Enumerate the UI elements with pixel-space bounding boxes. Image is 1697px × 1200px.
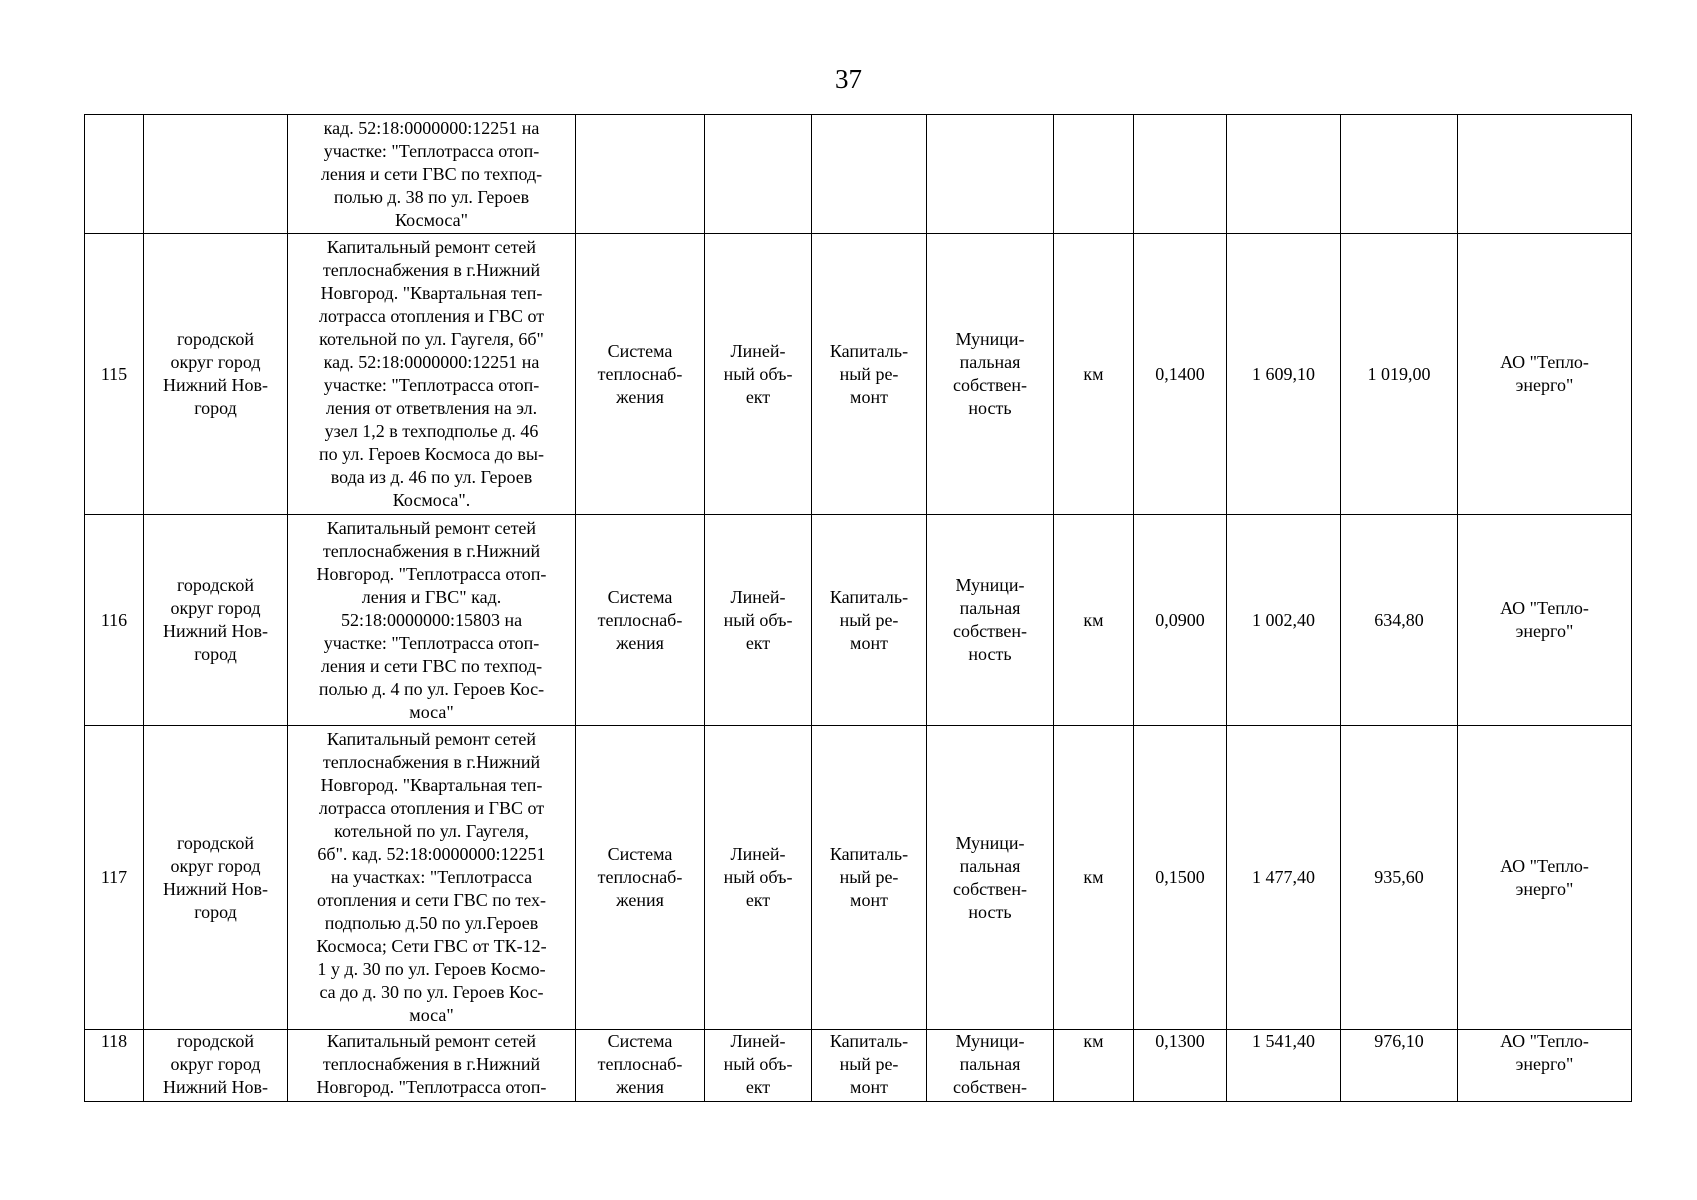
cost-total-cell xyxy=(1227,234,1341,515)
cost-total-text: 1 541,40 xyxy=(1252,1031,1315,1051)
territory-text: городской округ город Нижний Нов- город xyxy=(163,832,268,922)
unit-text: км xyxy=(1083,363,1104,384)
ownership-cell xyxy=(927,1030,1054,1102)
work-type-cell xyxy=(812,234,927,515)
ownership-text: Муници- пальная собствен- ность xyxy=(952,832,1027,922)
cost-part-cell xyxy=(1341,234,1458,515)
cost-total-text: 1 609,10 xyxy=(1252,363,1315,384)
cost-part-text: 935,60 xyxy=(1374,867,1424,887)
territory-text: городской округ город Нижний Нов- город xyxy=(163,329,268,418)
row-number-cell xyxy=(85,1030,144,1102)
unit-cell xyxy=(1054,234,1134,515)
cost-total-text: 1 002,40 xyxy=(1252,609,1315,630)
unit-text: км xyxy=(1083,1031,1104,1051)
work-type-text: Капиталь- ный ре- монт xyxy=(829,340,909,407)
cost-part-text: 1 019,00 xyxy=(1367,363,1431,384)
unit-cell xyxy=(1054,515,1134,726)
description-cell xyxy=(288,515,576,726)
unit-cell xyxy=(1054,1030,1134,1102)
table-row xyxy=(85,234,1632,515)
system-cell xyxy=(576,234,705,515)
object-type-cell xyxy=(705,1030,812,1102)
cost-part-cell xyxy=(1341,726,1458,1030)
operator-cell xyxy=(1458,234,1632,515)
territory-cell xyxy=(144,115,288,234)
table-row xyxy=(85,726,1632,1030)
table-row xyxy=(85,1030,1632,1102)
system-text: Система теплоснаб- жения xyxy=(597,340,683,407)
length-text: 0,1400 xyxy=(1155,363,1205,384)
table-body xyxy=(85,115,1632,1102)
work-type-text: Капиталь- ный ре- монт xyxy=(829,586,909,653)
operator-cell xyxy=(1458,515,1632,726)
length-cell xyxy=(1134,515,1227,726)
operator-cell xyxy=(1458,115,1632,234)
operator-text: АО "Тепло- энерго" xyxy=(1500,352,1589,395)
length-text: 0,1300 xyxy=(1155,1031,1205,1051)
object-type-text: Линей- ный объ- ект xyxy=(723,1031,793,1097)
object-type-cell xyxy=(705,515,812,726)
operator-text: АО "Тепло- энерго" xyxy=(1500,1031,1589,1074)
work-type-text: Капиталь- ный ре- монт xyxy=(829,844,909,910)
object-type-text: Линей- ный объ- ект xyxy=(723,340,793,407)
ownership-text: Муници- пальная собствен- ность xyxy=(952,575,1027,664)
work-type-cell xyxy=(812,115,927,234)
length-text: 0,1500 xyxy=(1155,867,1205,887)
unit-text: км xyxy=(1083,609,1104,630)
length-cell xyxy=(1134,234,1227,515)
row-number-cell xyxy=(85,115,144,234)
register-table xyxy=(84,114,1632,1102)
ownership-cell xyxy=(927,726,1054,1030)
description-cell xyxy=(288,1030,576,1102)
work-type-cell xyxy=(812,515,927,726)
territory-text: городской округ город Нижний Нов- xyxy=(163,1031,268,1097)
description-cell xyxy=(288,115,576,234)
cost-total-cell xyxy=(1227,1030,1341,1102)
description-text: Капитальный ремонт сетей теплоснабжения в г.Нижний Новгород. "Теплотрасса отоп- ления и ГВС" кад. 52:18:0000000:15803 на участке: "Теплотрасса отоп- ления и сети ГВС по техпод- полью д. 4 по ул. Героев Кос- моса" xyxy=(316,517,547,722)
row-number-text: 118 xyxy=(100,1031,128,1051)
object-type-text: Линей- ный объ- ект xyxy=(723,586,793,653)
system-text: Система теплоснаб- жения xyxy=(597,844,683,910)
length-text: 0,0900 xyxy=(1155,609,1205,630)
operator-text: АО "Тепло- энерго" xyxy=(1500,598,1589,641)
ownership-cell xyxy=(927,115,1054,234)
length-cell xyxy=(1134,1030,1227,1102)
cost-part-cell xyxy=(1341,115,1458,234)
operator-cell xyxy=(1458,1030,1632,1102)
table-row xyxy=(85,515,1632,726)
cost-part-cell xyxy=(1341,1030,1458,1102)
operator-cell xyxy=(1458,726,1632,1030)
description-cell xyxy=(288,726,576,1030)
ownership-cell xyxy=(927,515,1054,726)
territory-cell xyxy=(144,515,288,726)
cost-total-cell xyxy=(1227,515,1341,726)
work-type-text: Капиталь- ный ре- монт xyxy=(829,1031,909,1097)
territory-cell xyxy=(144,234,288,515)
description-cell xyxy=(288,234,576,515)
row-number-cell xyxy=(85,234,144,515)
row-number-text: 116 xyxy=(100,609,128,630)
territory-cell xyxy=(144,1030,288,1102)
description-text: Капитальный ремонт сетей теплоснабжения в г.Нижний Новгород. "Квартальная теп- лотрасса отопления и ГВС от котельной по ул. Гаугеля, 6б" кад. 52:18:0000000:12251 на участке: "Теплотрасса отоп- ления от ответвления на эл. узел 1,2 в техподполье д. 46 по ул. Героев Космоса до вы- вода из д. 46 по ул. Героев Космоса". xyxy=(318,237,545,510)
length-cell xyxy=(1134,726,1227,1030)
description-text: Капитальный ремонт сетей теплоснабжения в г.Нижний Новгород. "Теплотрасса отоп- xyxy=(316,1031,547,1097)
row-number-cell xyxy=(85,726,144,1030)
row-number-cell xyxy=(85,515,144,726)
table-row xyxy=(85,115,1632,234)
object-type-cell xyxy=(705,115,812,234)
work-type-cell xyxy=(812,726,927,1030)
unit-text: км xyxy=(1083,867,1104,887)
system-text: Система теплоснаб- жения xyxy=(597,586,683,653)
object-type-text: Линей- ный объ- ект xyxy=(723,844,793,910)
cost-part-text: 634,80 xyxy=(1374,609,1424,630)
unit-cell xyxy=(1054,726,1134,1030)
object-type-cell xyxy=(705,726,812,1030)
territory-cell xyxy=(144,726,288,1030)
description-text: Капитальный ремонт сетей теплоснабжения в г.Нижний Новгород. "Квартальная теп- лотрасса отопления и ГВС от котельной по ул. Гаугеля, 6б". кад. 52:18:0000000:12251 на участках: "Теплотрасса отопления и сети ГВС по тех- подполью д.50 по ул.Героев Космоса; Сети ГВС от ТК-12- 1 у д. 30 по ул. Героев Космо- са до д. 30 по ул. Героев Кос- моса" xyxy=(316,729,547,1025)
cost-part-cell xyxy=(1341,515,1458,726)
cost-total-cell xyxy=(1227,726,1341,1030)
system-cell xyxy=(576,115,705,234)
description-text: кад. 52:18:0000000:12251 на участке: "Теплотрасса отоп- ления и сети ГВС по техпод- полью д. 38 по ул. Героев Космоса" xyxy=(320,117,543,230)
page-number: 37 xyxy=(835,64,862,94)
operator-text: АО "Тепло- энерго" xyxy=(1500,855,1589,899)
row-number-text: 117 xyxy=(100,867,128,887)
territory-text: городской округ город Нижний Нов- город xyxy=(163,575,268,664)
ownership-text: Муници- пальная собствен- ность xyxy=(952,329,1027,418)
system-text: Система теплоснаб- жения xyxy=(597,1031,683,1097)
cost-total-cell xyxy=(1227,115,1341,234)
row-number-text: 115 xyxy=(100,363,128,384)
system-cell xyxy=(576,726,705,1030)
system-cell xyxy=(576,1030,705,1102)
object-type-cell xyxy=(705,234,812,515)
unit-cell xyxy=(1054,115,1134,234)
system-cell xyxy=(576,515,705,726)
ownership-text: Муници- пальная собствен- xyxy=(952,1031,1027,1097)
work-type-cell xyxy=(812,1030,927,1102)
ownership-cell xyxy=(927,234,1054,515)
length-cell xyxy=(1134,115,1227,234)
cost-part-text: 976,10 xyxy=(1374,1031,1424,1051)
cost-total-text: 1 477,40 xyxy=(1252,867,1315,887)
